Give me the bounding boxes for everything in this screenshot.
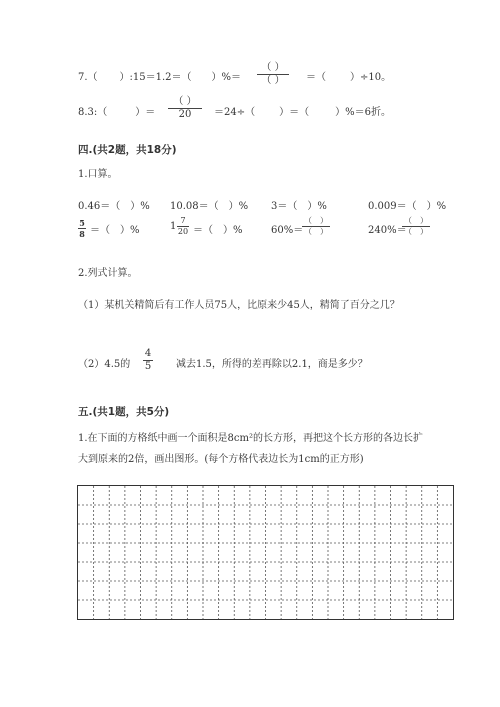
q5-1-line1: 1.在下面的方格纸中画一个面积是8cm²的长方形，再把这个长方形的各边长扩 <box>78 433 423 444</box>
q8-part-d: ）%＝6折。 <box>335 107 391 118</box>
q7-part-b: ）%＝ <box>211 72 242 83</box>
mental-calc-r2c1-fraction <box>78 219 86 238</box>
frac-den: 8 <box>79 229 85 239</box>
frac-num: 7 <box>180 216 186 225</box>
frac-num: （ ） <box>304 216 328 225</box>
mental-calc-r2c3-text: 60%＝ <box>271 225 304 236</box>
q4-2-2-prefix: （2）4.5的 <box>78 359 131 370</box>
mental-calc-r2c4-fraction <box>402 217 430 236</box>
q8-part-a: ）＝ <box>135 107 156 118</box>
q7-prefix: 7.（ <box>78 72 98 83</box>
q7-part-a: ）:15＝1.2＝（ <box>119 72 192 83</box>
mental-calc-r2c3-fraction <box>302 217 330 236</box>
question-7 <box>78 68 241 83</box>
q4-2-title: 2.列式计算。 <box>78 268 138 279</box>
mental-calc-r2c2-text: ＝（ ）% <box>193 225 243 236</box>
q4-1-title: 1.口算。 <box>78 169 118 180</box>
frac-den: 20 <box>177 227 189 236</box>
q8-frac-num: （ ） <box>173 96 197 107</box>
q7-part-d: ）÷10。 <box>350 72 392 83</box>
q8-fraction <box>168 97 202 120</box>
mental-calc-r1c3: 3＝（ ）% <box>271 201 327 212</box>
q8-part-c: ）＝（ <box>279 107 310 118</box>
q8-part-b: ＝24÷（ <box>214 107 256 118</box>
q4-2-1-text: （1）某机关精简后有工作人员75人，比原来少45人，精简了百分之几？ <box>78 300 400 311</box>
question-8-tail <box>214 103 391 118</box>
q7-fraction <box>257 63 289 86</box>
q7-frac-num: （ ） <box>261 62 285 73</box>
frac-den: 5 <box>144 361 152 372</box>
section-5-title: 五.(共1题，共5分) <box>78 406 170 418</box>
question-8 <box>78 103 155 118</box>
mental-calc-r1c4: 0.009＝（ ）% <box>368 201 447 212</box>
q5-1-line2: 大到原来的2倍，画出图形。(每个方格代表边长为1cm的正方形) <box>78 454 364 465</box>
frac-den: （ ） <box>404 227 428 236</box>
grid-lines <box>78 486 453 619</box>
mental-calc-r2c1-text: ＝（ ）% <box>90 225 140 236</box>
frac-num: （ ） <box>404 216 428 225</box>
mental-calc-r2c2-fraction <box>177 217 189 236</box>
q4-2-2-fraction <box>143 349 153 372</box>
q8-prefix: 8.3:（ <box>78 107 108 118</box>
mental-calc-r2c4-text: 240%＝ <box>368 225 407 236</box>
frac-den: （ ） <box>304 227 328 236</box>
q8-frac-den: 20 <box>178 109 192 120</box>
q7-frac-den: （ ） <box>261 75 285 86</box>
frac-num: 4 <box>144 348 152 359</box>
frac-num: 5 <box>79 218 85 228</box>
section-4-title: 四.(共2题，共18分) <box>78 144 177 156</box>
q4-2-2-suffix: 减去1.5，所得的差再除以2.1，商是多少？ <box>176 359 368 370</box>
q7-part-c: ＝（ <box>306 72 326 83</box>
grid-paper[interactable] <box>77 485 454 620</box>
mental-calc-r1c2: 10.08＝（ ）% <box>170 201 249 212</box>
question-7-tail <box>306 68 391 83</box>
mental-calc-r2c2-whole: 1 <box>170 221 177 232</box>
mental-calc-r1c1: 0.46＝（ ）% <box>78 201 150 212</box>
